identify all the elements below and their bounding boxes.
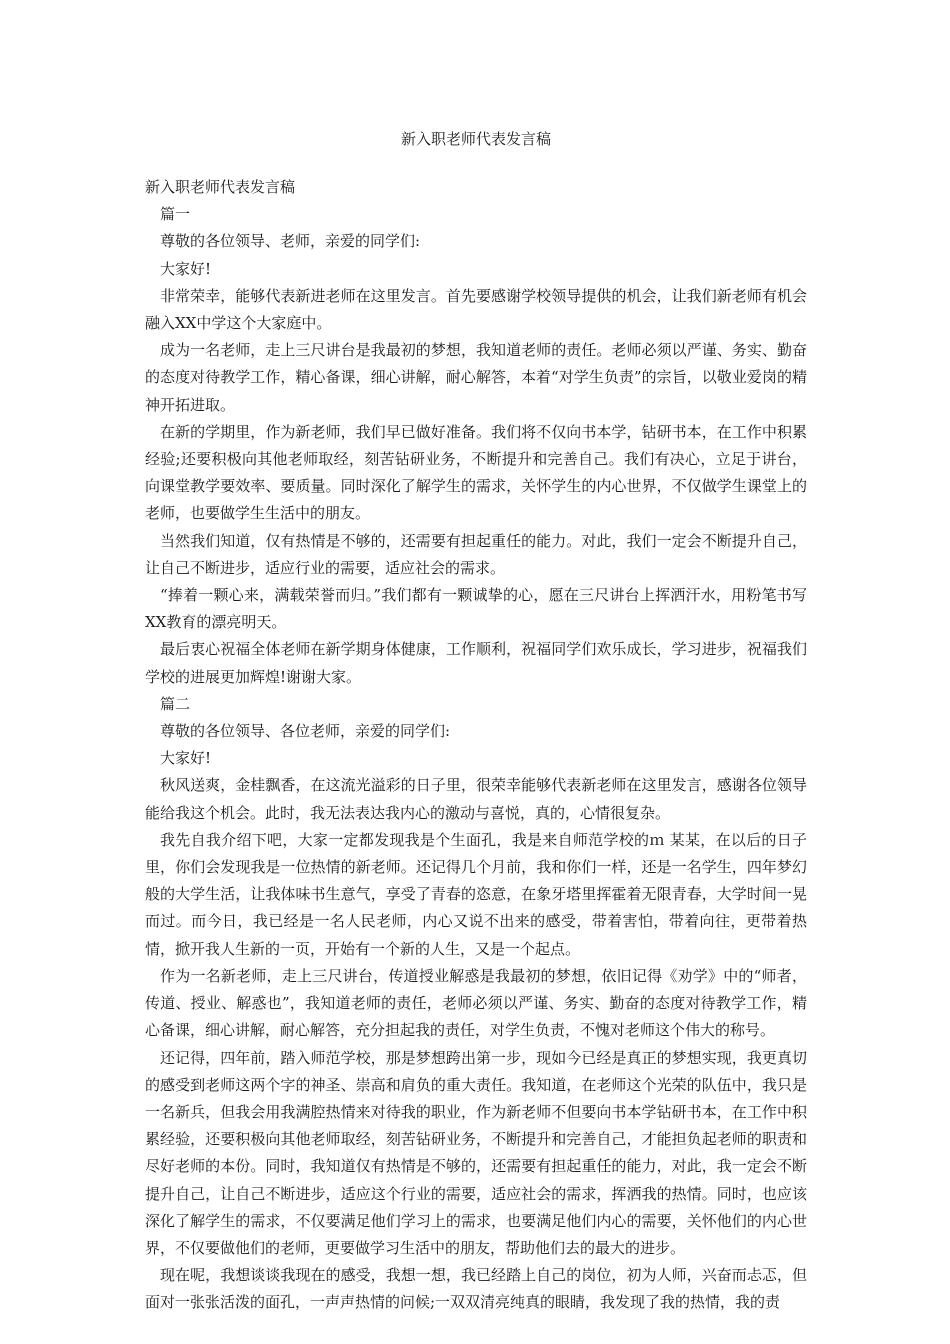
- document-subtitle: 新入职老师代表发言稿: [145, 178, 296, 196]
- paragraph: 非常荣幸，能够代表新进老师在这里发言。首先要感谢学校领导提供的机会，让我们新老师有机会融入XX中学这个大家庭中。: [145, 286, 807, 333]
- document-title: 新入职老师代表发言稿: [400, 130, 551, 148]
- paragraph: 我先自我介绍下吧，大家一定都发现我是个生面孔，我是来自师范学校的ｍ 某某，在以后的日子里，你们会发现我是一位热情的新老师。还记得几个月前，我和你们一样，还是一名学生，四年梦幻般的大学生活，让我体味书生意气，享受了青春的恣意，在象牙塔里挥霍着无限青春，大学时间一晃而过。而今日，我已经是一名人民老师，内心又说不出来的感受，带着害怕，带着向往，更带着热情，掀开我人生新的一页，开始有一个新的人生，又是一个起点。: [145, 830, 807, 958]
- section-heading-2: 篇二: [160, 694, 191, 713]
- greeting: 大家好!: [160, 259, 212, 278]
- greeting: 大家好!: [160, 749, 212, 768]
- paragraph: 当然我们知道，仅有热情是不够的，还需要有担起重任的能力。对此，我们一定会不断提升自己，让自己不断进步，适应行业的需要，适应社会的需求。: [145, 531, 807, 577]
- paragraph: 在新的学期里，作为新老师，我们早已做好准备。我们将不仅向书本学，钻研书本，在工作中积累经验;还要积极向其他老师取经，刻苦钻研业务，不断提升和完善自己。我们有决心，立足于讲台，向课堂教学要效率、要质量。同时深化了解学生的需求，关怀学生的内心世界，不仅做学生课堂上的老师，也要做学生生活中的朋友。: [145, 422, 807, 523]
- paragraph: 秋风送爽，金桂飘香，在这流光溢彩的日子里，很荣幸能够代表新老师在这里发言，感谢各位领导能给我这个机会。此时，我无法表达我内心的激动与喜悦，真的，心情很复杂。: [145, 776, 807, 822]
- paragraph: 成为一名老师，走上三尺讲台是我最初的梦想，我知道老师的责任。老师必须以严谨、务实、勤奋的态度对待教学工作，精心备课，细心讲解，耐心解答，本着“对学生负责”的宗旨，以敬业爱岗的精神开拓进取。: [145, 341, 807, 414]
- document-body: [145, 174, 807, 1317]
- quote-paragraph: “捧着一颗心来，满载荣誉而归。”我们都有一颗诚挚的心，愿在三尺讲台上挥洒汗水，用粉笔书写XX教育的漂亮明天。: [145, 586, 807, 632]
- salutation: 尊敬的各位领导、老师，亲爱的同学们:: [160, 232, 421, 251]
- salutation: 尊敬的各位领导、各位老师，亲爱的同学们:: [160, 722, 451, 741]
- paragraph: 最后衷心祝福全体老师在新学期身体健康，工作顺利，祝福同学们欢乐成长，学习进步，祝福我们学校的进展更加辉煌!谢谢大家。: [145, 640, 807, 686]
- paragraph: 现在呢，我想谈谈我现在的感受，我想一想，我已经踏上自己的岗位，初为人师，兴奋而忐忑，但面对一张张活泼的面孔，一声声热情的问候;一双双清亮纯真的眼睛，我发现了我的热情，我的责: [145, 1266, 807, 1312]
- section-heading-1: 篇一: [160, 205, 191, 224]
- paragraph: 还记得，四年前，踏入师范学校，那是梦想跨出第一步，现如今已经是真正的梦想实现，我更真切的感受到老师这两个字的神圣、崇高和肩负的重大责任。我知道，在老师这个光荣的队伍中，我只是一名新兵，但我会用我满腔热情来对待我的职业，作为新老师不但要向书本学钻研书本，在工作中积累经验，还要积极向其他老师取经，刻苦钻研业务，不断提升和完善自己，才能担负起老师的职责和尽好老师的本份。同时，我知道仅有热情是不够的，还需要有担起重任的能力，对此，我一定会不断提升自己，让自己不断进步，适应这个行业的需要，适应社会的需求，挥洒我的热情。同时，也应该深化了解学生的需求，不仅要满足他们学习上的需求，也要满足他们内心的需要，关怀他们的内心世界，不仅要做他们的老师，更要做学习生活中的朋友，帮助他们去的最大的进步。: [145, 1048, 807, 1257]
- paragraph: 作为一名新老师，走上三尺讲台，传道授业解惑是我最初的梦想，依旧记得《劝学》中的“师者，传道、授业、解惑也”，我知道老师的责任，老师必须以严谨、务实、勤奋的态度对待教学工作，精心备课，细心讲解，耐心解答，充分担起我的责任，对学生负责，不愧对老师这个伟大的称号。: [145, 966, 807, 1040]
